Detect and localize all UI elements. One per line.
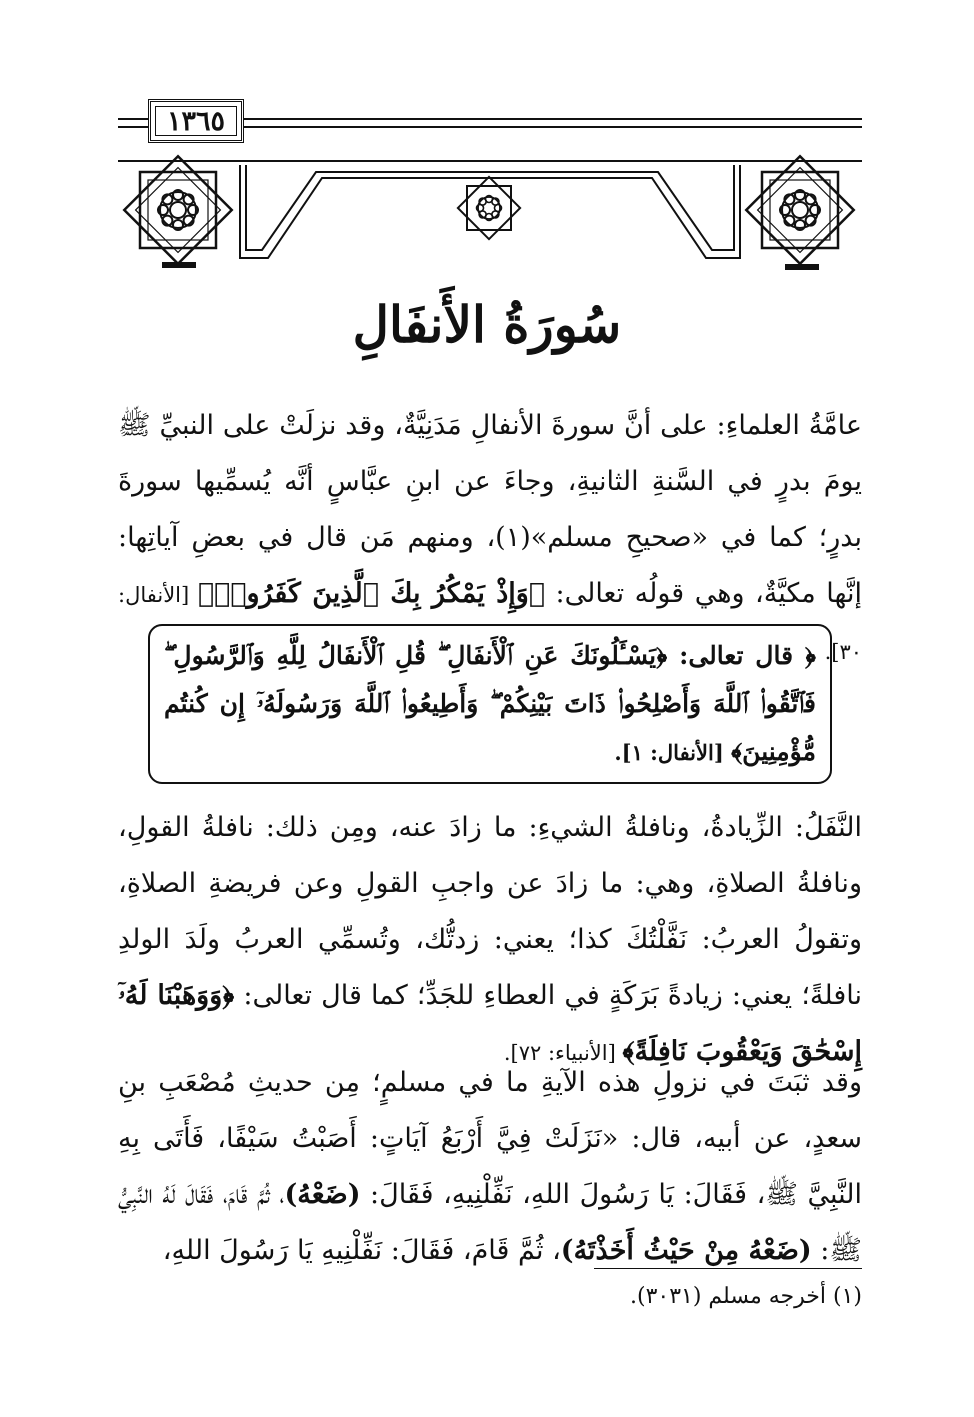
nafal-paragraph bbox=[118, 800, 862, 1081]
footnote-divider bbox=[594, 1268, 862, 1269]
page-number: ١٣٦٥ bbox=[166, 105, 225, 137]
nafal-text: النَّفَلُ: الزِّيادةُ، ونافلةُ الشيءِ: ما زادَ عنه، ومِن ذلك: نافلةُ القولِ، ونافلةُ الصلاةِ، وهي: ما زادَ عن واجبِ القولِ وعن فريضةِ الصلاةِ، وتقولُ العربُ: نَفَّلْتُكَ كذا؛ يعني: زدتُّك، وتُسمِّي العربُ ولَدَ الولدِ نافلةً؛ يعني: زيادةً بَرَكَةٍ في العطاءِ للجَدِّ؛ كما قال تعالى: bbox=[118, 812, 862, 1011]
footnote: (١) أخرجه مسلم (٣٠٣١). bbox=[630, 1284, 862, 1309]
header-ornament-band bbox=[0, 0, 974, 300]
hadith-text-e: ، ثُمَّ قَامَ، فَقَالَ: نَفِّلْنِيهِ يَا رَسُولَ اللهِ، bbox=[162, 1235, 561, 1266]
nafal-reference: [الأنبياء: ٧٢]. bbox=[503, 1041, 623, 1065]
hadith-prophet-quote-2: (ضَعْهُ مِنْ حَيْثُ أَخَذْتَهُ) bbox=[560, 1235, 812, 1266]
surah-title: سُورَةُ الأَنفَالِ bbox=[352, 295, 622, 354]
nafal-ayah: ﴿وَوَهَبْنَا لَهُۥٓ إِسْحَٰقَ وَيَعْقُوبَ نَافِلَةً﴾ bbox=[118, 980, 862, 1067]
star-rosette-left-icon bbox=[124, 156, 231, 263]
hadith-text-c: ، ثُمَّ قَامَ، فَقَالَ لَهُ النَّبِيُّ ﷺ: bbox=[118, 1179, 862, 1266]
verse-box bbox=[148, 624, 832, 784]
header-bar-right bbox=[785, 264, 819, 270]
star-rosette-center-icon bbox=[458, 177, 520, 239]
star-rosette-right-icon bbox=[746, 156, 853, 263]
verse-box-reference: [الأنفال: ١]. bbox=[614, 740, 732, 765]
intro-ayah: ﴿وَإِذْ يَمْكُرُ بِكَ ٱلَّذِينَ كَفَرُوا۟﴾ bbox=[197, 578, 545, 609]
hadith-prophet-quote-1: (ضَعْهُ) bbox=[284, 1179, 361, 1210]
intro-reference: [الأنفال: ٣٠]. bbox=[118, 583, 862, 664]
hadith-paragraph bbox=[118, 1055, 862, 1279]
verse-box-ayah: ﴿يَسْـَٔلُونَكَ عَنِ ٱلْأَنفَالِ ۖ قُلِ ٱلْأَنفَالُ لِلَّهِ وَٱلرَّسُولِ ۖ فَٱتَّقُوا۟ ٱللَّهَ وَأَصْلِحُوا۟ ذَاتَ بَيْنِكُمْ ۖ وَأَطِيعُوا۟ ٱللَّهَ وَرَسُولَهُۥٓ إِن كُنتُم مُّؤْمِنِينَ﴾ bbox=[164, 641, 816, 766]
intro-text: عامَّةُ العلماءِ: على أنَّ سورةَ الأنفالِ مَدَنِيَّةٌ، وقد نزلَتْ على النبيِّ ﷺ يومَ بدرٍ في السَّنةِ الثانيةِ، وجاءَ عن ابنِ عبَّاسٍ أنَّه يُسمِّيها سورةَ بدرٍ؛ كما في «صحيحِ مسلم»(١)، ومنهم مَن قال في بعضِ آياتِها: إنَّها مكيَّةٌ، وهي قولُه تعالى: bbox=[118, 410, 862, 609]
hadith-text-a: وقد ثبَتَ في نزولِ هذه الآيةِ ما في مسلمٍ؛ مِن حديثِ مُصْعَبِ بنِ سعدٍ، عن أبيه، قال: «نَزَلَتْ فِيَّ أَرْبَعُ آيَاتٍ: أَصَبْتُ سَيْفًا، فَأَتَى بِهِ النَّبِيَّ ﷺ، فَقَالَ: يَا رَسُولَ اللهِ، نَفِّلْنِيهِ، فَقَالَ: bbox=[118, 1067, 862, 1210]
verse-box-lead: ﴿ قال تعالى: bbox=[667, 641, 816, 670]
